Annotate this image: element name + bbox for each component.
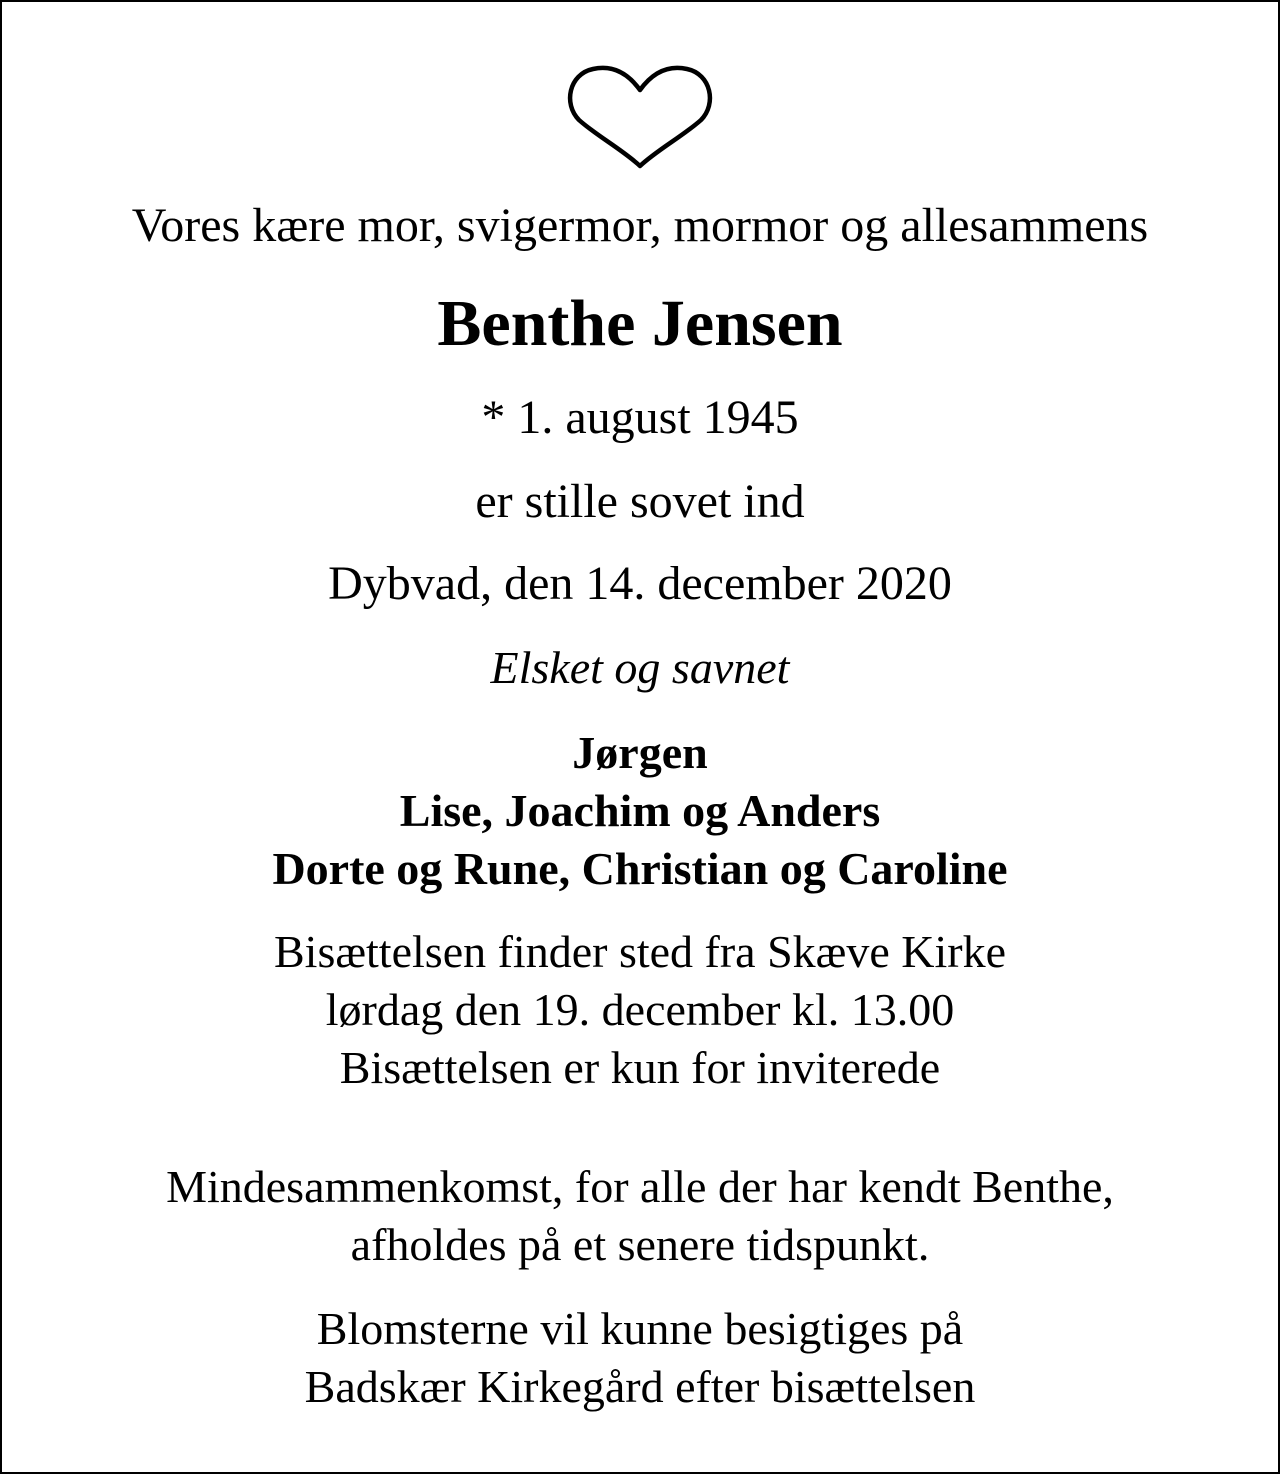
loved-and-missed: Elsket og savnet [490,642,790,693]
family-line: Jørgen [572,727,708,778]
heart-icon [567,64,713,170]
flowers-line: Blomsterne vil kunne besigtiges på [316,1303,964,1354]
place-and-date-of-death: Dybvad, den 14. december 2020 [328,557,952,610]
birth-date: * 1. august 1945 [481,391,799,444]
memorial-line: afholdes på et senere tidspunkt. [350,1219,930,1270]
service-line: Bisættelsen finder sted fra Skæve Kirke [273,926,1007,977]
deceased-name: Benthe Jensen [437,287,843,360]
service-line: lørdag den 19. december kl. 13.00 [325,984,955,1035]
family-line: Dorte og Rune, Christian og Caroline [272,843,1008,894]
passing-phrase: er stille sovet ind [475,475,805,528]
intro-line: Vores kære mor, svigermor, mormor og allesammens [131,199,1149,252]
family-line: Lise, Joachim og Anders [399,785,881,836]
flowers-line: Badskær Kirkegård efter bisættelsen [304,1361,976,1412]
service-line: Bisættelsen er kun for inviterede [339,1042,941,1093]
memorial-line: Mindesammenkomst, for alle der har kendt Benthe, [166,1161,1114,1212]
